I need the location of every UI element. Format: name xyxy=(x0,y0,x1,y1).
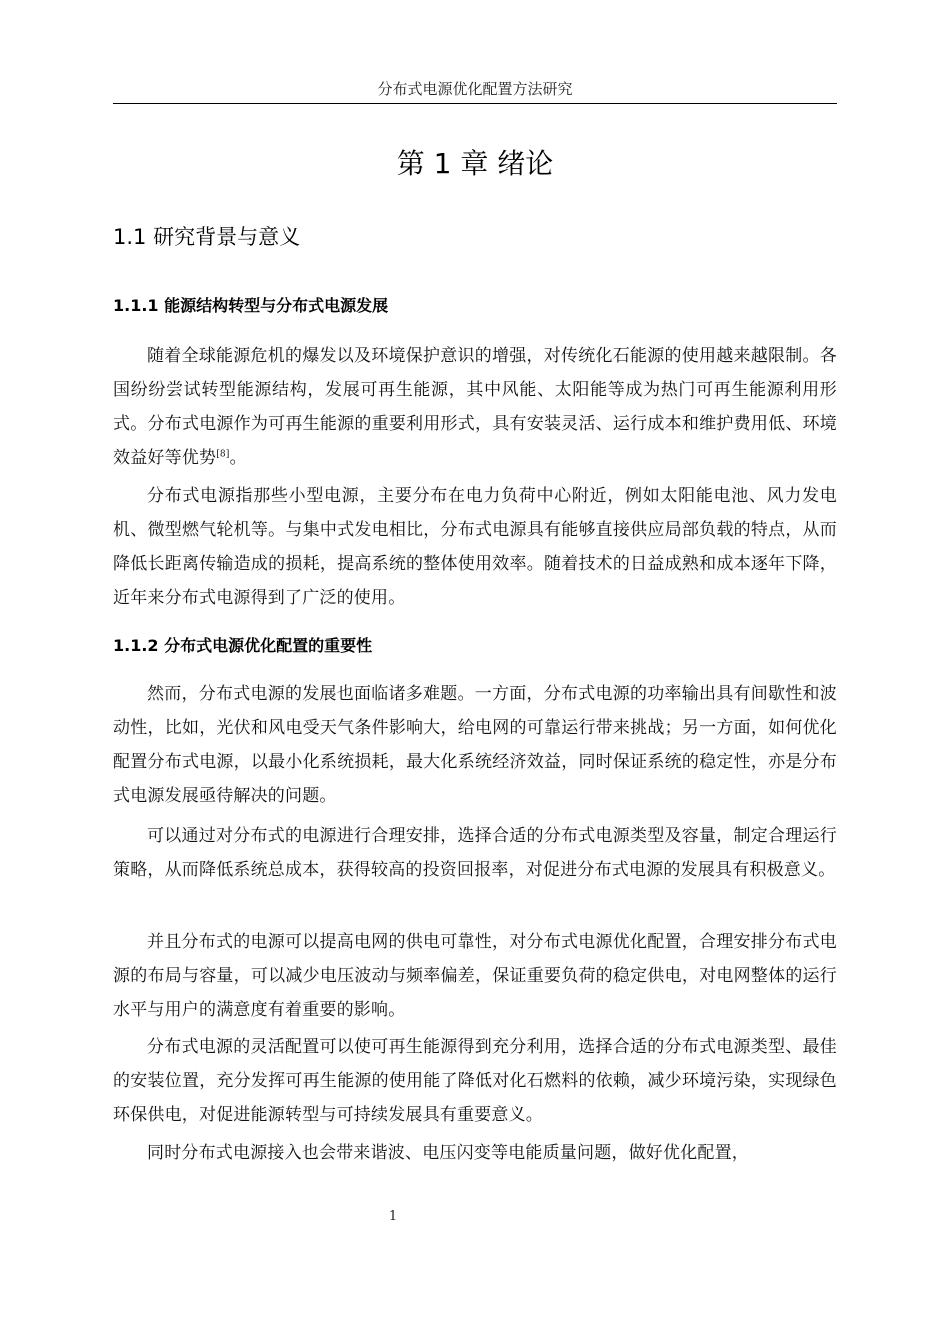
paragraph: 分布式电源指那些小型电源，主要分布在电力负荷中心附近，例如太阳能电池、风力发电机、微型燃气轮机等。与集中式发电相比，分布式电源具有能够直接供应局部负载的特点，从而降低长距离传输造成的损耗，提高系统的整体使用效率。随着技术的日益成熟和成本逐年下降，近年来分布式电源得到了广泛的使用。 xyxy=(113,486,837,608)
chapter-title: 第 1 章 绪论 xyxy=(396,147,554,180)
paragraph: 可以通过对分布式的电源进行合理安排，选择合适的分布式电源类型及容量，制定合理运行策略，从而降低系统总成本，获得较高的投资回报率，对促进分布式电源的发展具有积极意义。 xyxy=(113,826,837,880)
paragraph: 并且分布式的电源可以提高电网的供电可靠性，对分布式电源优化配置，合理安排分布式电源的布局与容量，可以减少电压波动与频率偏差，保证重要负荷的稳定供电，对电网整体的运行水平与用户的满意度有着重要的影响。 xyxy=(113,932,837,1020)
paragraph xyxy=(113,339,837,475)
paragraph-text: 随着全球能源危机的爆发以及环境保护意识的增强，对传统化石能源的使用越来越限制。各国纷纷尝试转型能源结构，发展可再生能源，其中风能、太阳能等成为热门可再生能源利用形式。分布式电源作为可再生能源的重要利用形式，具有安装灵活、运行成本和维护费用低、环境效益好等优势 xyxy=(113,346,837,468)
paragraph-tail: 。 xyxy=(229,448,247,468)
section-title: 1.1 研究背景与意义 xyxy=(113,225,301,249)
header-rule xyxy=(113,103,837,104)
citation-reference[interactable]: [8] xyxy=(216,449,230,460)
paragraph: 分布式电源的灵活配置可以使可再生能源得到充分利用，选择合适的分布式电源类型、最佳的安装位置，充分发挥可再生能源的使用能了降低对化石燃料的依赖，减少环境污染，实现绿色环保供电，对促进能源转型与可持续发展具有重要意义。 xyxy=(113,1037,837,1125)
running-header: 分布式电源优化配置方法研究 xyxy=(377,80,573,98)
subsection-title-1-1-1: 1.1.1 能源结构转型与分布式电源发展 xyxy=(113,296,389,315)
page-number: 1 xyxy=(388,1209,398,1224)
paragraph: 同时分布式电源接入也会带来谐波、电压闪变等电能质量问题，做好优化配置， xyxy=(147,1143,749,1163)
paragraph: 然而，分布式电源的发展也面临诸多难题。一方面，分布式电源的功率输出具有间歇性和波动性，比如，光伏和风电受天气条件影响大，给电网的可靠运行带来挑战；另一方面，如何优化配置分布式电源，以最小化系统损耗，最大化系统经济效益，同时保证系统的稳定性，亦是分布式电源发展亟待解决的问题。 xyxy=(113,684,837,806)
subsection-title-1-1-2: 1.1.2 分布式电源优化配置的重要性 xyxy=(113,636,373,655)
